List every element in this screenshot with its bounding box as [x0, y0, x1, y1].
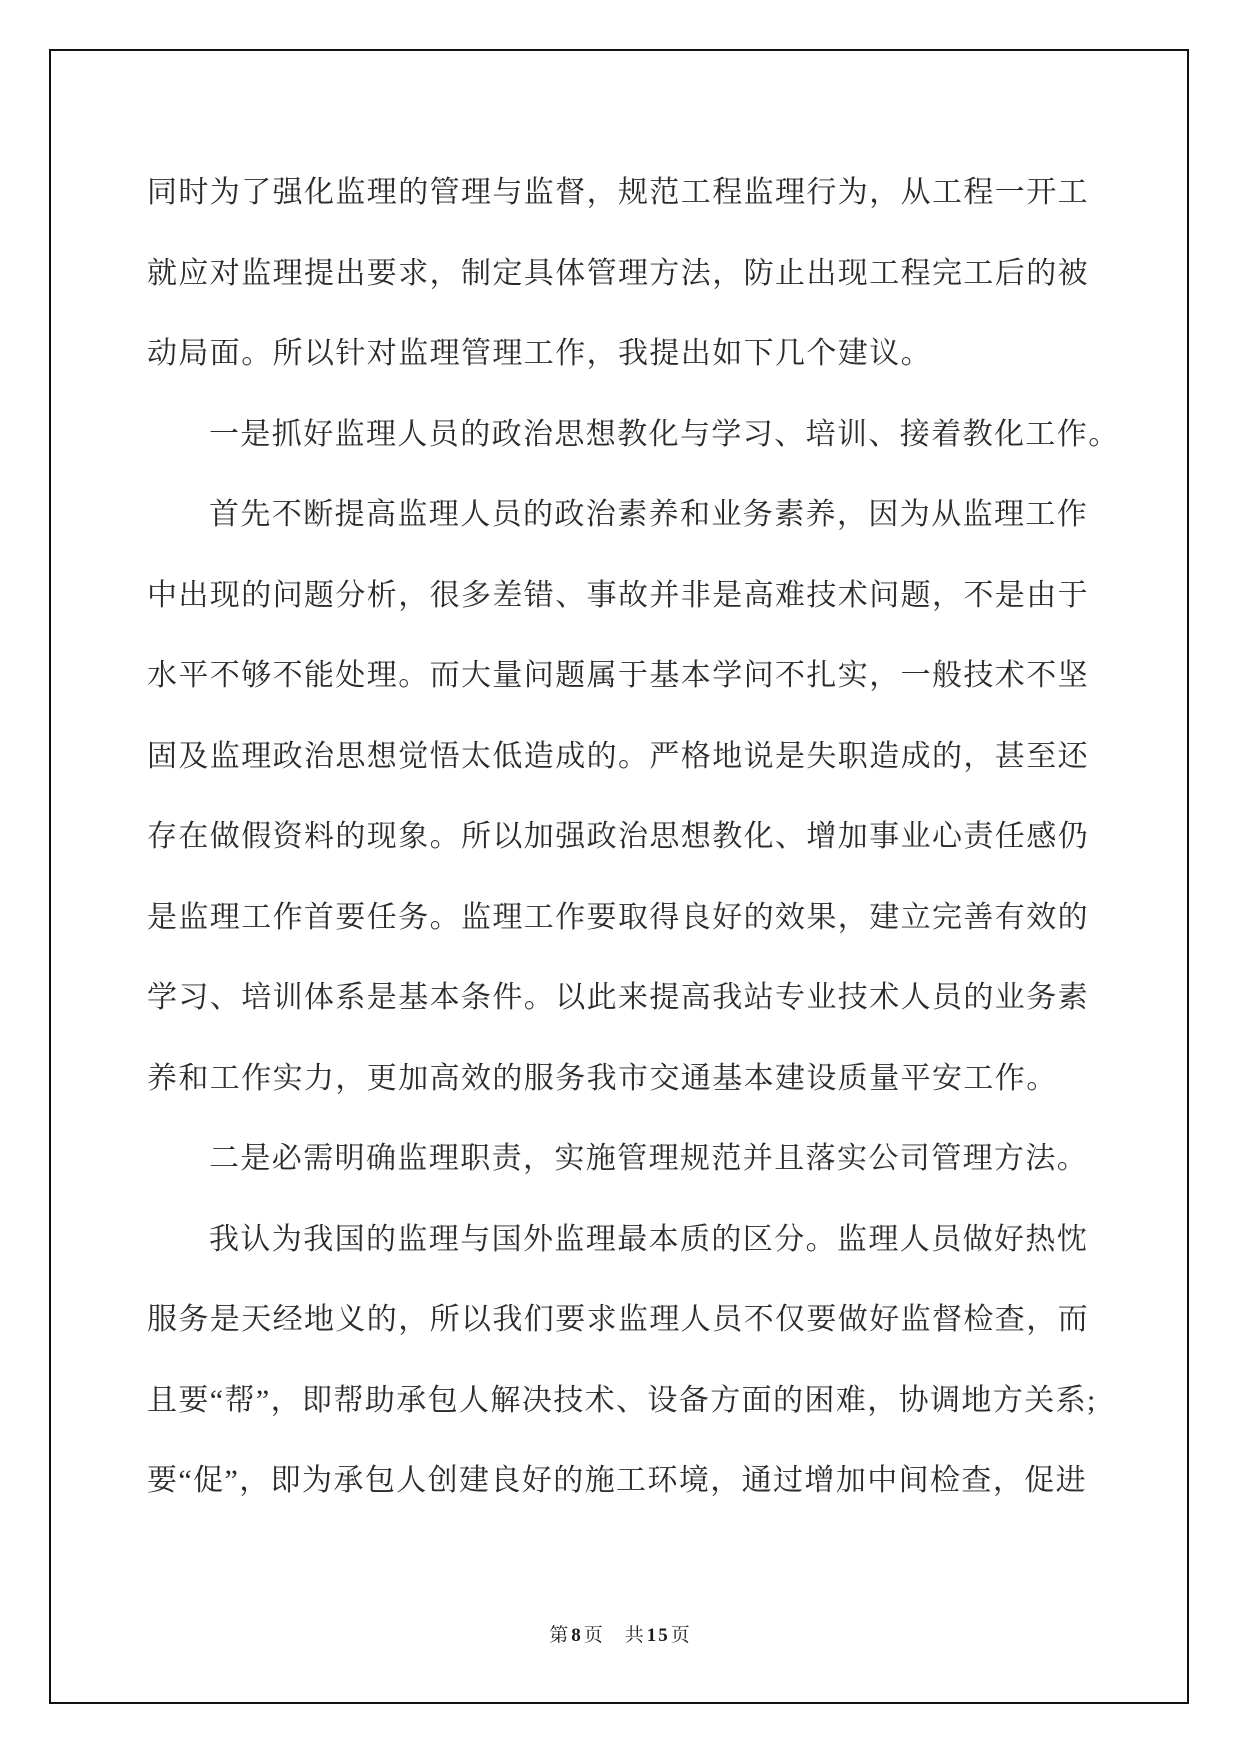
footer-total-page-number: 15 — [646, 1625, 670, 1646]
document-line: 要“促”，即为承包人创建良好的施工环境，通过增加中间检查，促进 — [147, 1464, 1088, 1497]
document-line: 一是抓好监理人员的政治思想教化与学习、培训、接着教化工作。 — [209, 417, 1120, 451]
page-footer — [0, 1620, 1241, 1647]
document-line: 且要“帮”，即帮助承包人解决技术、设备方面的困难，协调地方关系; — [147, 1383, 1097, 1417]
footer-page-label-suffix: 页 — [583, 1625, 605, 1646]
footer-page-label-prefix: 第 — [549, 1625, 571, 1646]
footer-current-page-number: 8 — [571, 1625, 583, 1646]
document-line: 养和工作实力，更加高效的服务我市交通基本建设质量平安工作。 — [147, 1061, 1058, 1095]
document-line: 固及监理政治思想觉悟太低造成的。严格地说是失职造成的，甚至还 — [147, 739, 1089, 773]
footer-total-label-suffix: 页 — [670, 1625, 692, 1646]
document-line: 水平不够不能处理。而大量问题属于基本学问不扎实，一般技术不坚 — [147, 659, 1089, 692]
document-line: 服务是天经地义的，所以我们要求监理人员不仅要做好监督检查，而 — [147, 1303, 1089, 1336]
document-line: 首先不断提高监理人员的政治素养和业务素养，因为从监理工作 — [209, 498, 1089, 531]
document-line: 我认为我国的监理与国外监理最本质的区分。监理人员做好热忱 — [209, 1222, 1089, 1256]
document-line: 动局面。所以针对监理管理工作，我提出如下几个建议。 — [147, 337, 932, 370]
document-line: 就应对监理提出要求，制定具体管理方法，防止出现工程完工后的被 — [147, 256, 1089, 290]
document-line: 是监理工作首要任务。监理工作要取得良好的效果，建立完善有效的 — [147, 900, 1089, 934]
document-line: 学习、培训体系是基本条件。以此来提高我站专业技术人员的业务素 — [147, 981, 1089, 1014]
document-line: 中出现的问题分析，很多差错、事故并非是高难技术问题，不是由于 — [147, 578, 1089, 612]
document-line: 二是必需明确监理职责，实施管理规范并且落实公司管理方法。 — [209, 1142, 1089, 1175]
document-body — [147, 153, 1120, 1522]
document-line: 存在做假资料的现象。所以加强政治思想教化、增加事业心责任感仍 — [147, 820, 1089, 853]
footer-total-label-prefix: 共 — [624, 1625, 646, 1646]
document-line: 同时为了强化监理的管理与监督，规范工程监理行为，从工程一开工 — [147, 176, 1089, 209]
